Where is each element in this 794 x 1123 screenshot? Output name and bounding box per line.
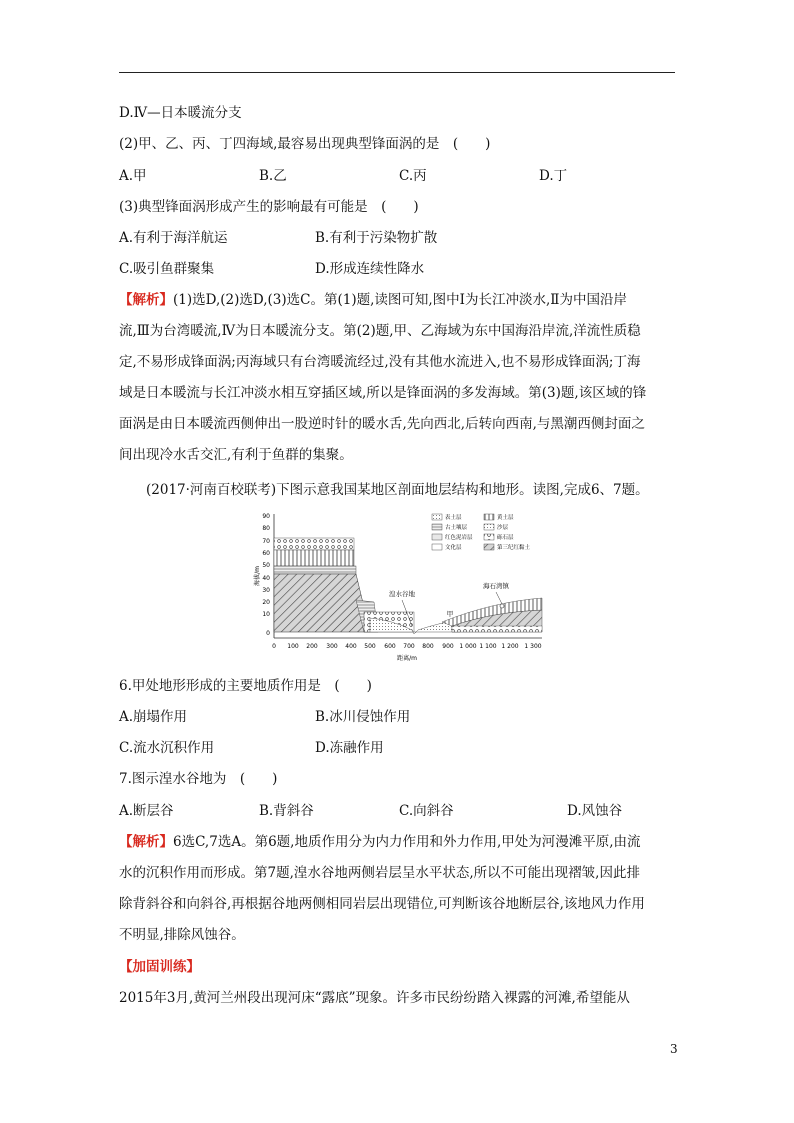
x-tick: 900 <box>442 643 454 650</box>
x-tick: 700 <box>403 643 415 650</box>
svg-text:古土壤层: 古土壤层 <box>445 525 468 531</box>
x-tick: 1 100 <box>479 643 497 650</box>
analysis-1-line-2: 流,Ⅲ为台湾暖流,Ⅳ为日本暖流分支。第(2)题,甲、乙海域为东中国海沿岸流,洋流性质稳 <box>119 323 641 339</box>
svg-text:红色泥岩层: 红色泥岩层 <box>445 535 473 541</box>
paleosol-layer <box>274 566 356 574</box>
y-tick: 10 <box>262 611 270 618</box>
q3-option-b: B.有利于污染物扩散 <box>315 230 438 246</box>
red-clay-block <box>274 574 370 632</box>
x-tick: 1 200 <box>501 643 519 650</box>
cross-section-figure <box>252 508 548 668</box>
terrace-gravel-top <box>274 538 354 550</box>
option-d-prev: D.Ⅳ—日本暖流分支 <box>119 105 242 121</box>
question-6-stem: 6.甲处地形形成的主要地质作用是 ( ) <box>119 678 372 694</box>
y-tick: 60 <box>262 550 270 557</box>
q7-option-a: A.断层谷 <box>119 803 174 819</box>
label-jia: 甲 <box>446 610 454 618</box>
svg-text:表土层: 表土层 <box>445 515 462 521</box>
reinforce-paragraph: 2015年3月,黄河兰州段出现河床“露底”现象。许多市民纷纷踏入裸露的河滩,希望能从 <box>119 990 630 1006</box>
y-tick: 90 <box>262 513 270 520</box>
loess-layer <box>274 550 354 566</box>
question-7-stem: 7.图示湟水谷地为 ( ) <box>119 771 278 787</box>
analysis-1-line-5: 面涡是由日本暖流西侧伸出一股逆时针的暖水舌,先向西北,后转向西南,与黑潮西侧封面之 <box>119 416 645 432</box>
figure-intro: (2017·河南百校联考)下图示意我国某地区剖面地层结构和地形。读图,完成6、7题。 <box>146 482 649 498</box>
analysis-tag: 【解析】 <box>119 292 173 308</box>
x-tick: 600 <box>384 643 396 650</box>
analysis-2-line-1: 【解析】6选C,7选A。第6题,地质作用分为内力作用和外力作用,甲处为河漫滩平原,由流 <box>119 834 641 850</box>
y-tick: 0 <box>266 630 270 637</box>
analysis-tag: 【解析】 <box>119 834 173 850</box>
y-tick: 40 <box>262 575 270 582</box>
x-tick: 1 300 <box>524 643 542 650</box>
label-huangshui-valley: 湟水谷地 <box>389 590 415 598</box>
y-tick: 50 <box>262 562 270 569</box>
analysis-2-line-2: 水的沉积作用而形成。第7题,湟水谷地两侧岩层呈水平状态,所以不可能出现褶皱,因此排 <box>119 865 640 881</box>
q2-option-a: A.甲 <box>119 168 147 184</box>
q6-option-c: C.流水沉积作用 <box>119 740 215 756</box>
q2-option-b: B.乙 <box>259 168 287 184</box>
question-2-stem: (2)甲、乙、丙、丁四海域,最容易出现典型锋面涡的是 ( ) <box>119 136 491 152</box>
town-marker <box>500 604 504 608</box>
q6-option-b: B.冰川侵蚀作用 <box>315 709 411 725</box>
x-tick: 400 <box>345 643 357 650</box>
svg-text:第三纪红黏土: 第三纪红黏土 <box>497 545 531 551</box>
analysis-1-line-3: 定,不易形成锋面涡;丙海域只有台湾暖流经过,没有其他水流进入,也不易形成锋面涡;丁海 <box>119 354 641 370</box>
svg-text:黄土层: 黄土层 <box>497 515 514 521</box>
q2-option-d: D.丁 <box>539 168 568 184</box>
legend <box>432 513 531 551</box>
q3-option-d: D.形成连续性降水 <box>315 261 425 277</box>
q6-option-a: A.崩塌作用 <box>119 709 188 725</box>
reinforce-heading: 【加固训练】 <box>119 959 200 975</box>
x-tick: 300 <box>326 643 338 650</box>
x-tick: 0 <box>272 643 276 650</box>
question-3-stem: (3)典型锋面涡形成产生的影响最有可能是 ( ) <box>119 199 419 215</box>
x-tick: 800 <box>422 643 434 650</box>
q7-option-b: B.背斜谷 <box>259 803 314 819</box>
page-number: 3 <box>670 1042 678 1056</box>
q7-option-c: C.向斜谷 <box>399 803 454 819</box>
analysis-1-line-1: 【解析】(1)选D,(2)选D,(3)选C。第(1)题,读图可知,图中Ⅰ为长江冲淡水,Ⅱ为中国沿岸 <box>119 292 627 308</box>
analysis-2-line-3: 除背斜谷和向斜谷,再根据谷地两侧相同岩层出现错位,可判断该谷地断层谷,该地风力作用 <box>119 896 645 912</box>
q3-option-a: A.有利于海洋航运 <box>119 230 228 246</box>
x-tick: 200 <box>306 643 318 650</box>
x-tick: 1 000 <box>459 643 477 650</box>
right-gravel <box>452 626 542 632</box>
q3-option-c: C.吸引鱼群聚集 <box>119 261 215 277</box>
x-tick: 500 <box>364 643 376 650</box>
svg-text:文化层: 文化层 <box>445 545 462 551</box>
leader-line <box>496 592 502 604</box>
y-tick: 20 <box>262 599 270 606</box>
y-tick: 70 <box>262 538 270 545</box>
y-tick: 80 <box>262 525 270 532</box>
y-axis-label: 海拔/m <box>254 566 261 586</box>
header-rule <box>119 72 675 73</box>
x-axis-label: 距离/m <box>397 655 417 662</box>
q2-option-c: C.丙 <box>399 168 427 184</box>
svg-text:砾石层: 砾石层 <box>497 535 514 541</box>
label-haishiwan-town: 海石湾镇 <box>483 582 509 590</box>
analysis-1-line-6: 间出现冷水舌交汇,有利于鱼群的集聚。 <box>119 447 353 463</box>
q6-option-d: D.冻融作用 <box>315 740 384 756</box>
x-tick: 100 <box>287 643 299 650</box>
svg-text:沙层: 沙层 <box>497 525 509 531</box>
analysis-1-line-4: 域是日本暖流与长江冲淡水相互穿插区域,所以是锋面涡的多发海域。第(3)题,该区域的锋 <box>119 385 647 401</box>
analysis-2-line-4: 不明显,排除风蚀谷。 <box>119 927 245 943</box>
y-tick: 30 <box>262 587 270 594</box>
q7-option-d: D.风蚀谷 <box>567 803 623 819</box>
